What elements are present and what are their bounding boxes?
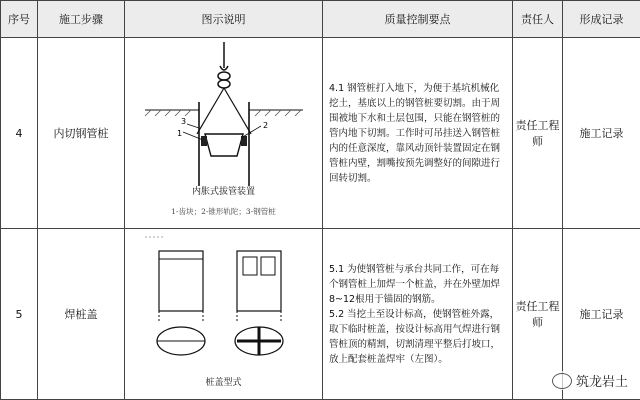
header-figure: 图示说明 bbox=[125, 1, 323, 38]
figure-caption: 内胀式拔管装置 bbox=[191, 187, 255, 197]
quality-text: 5.2 当挖土至设计标高，使钢管桩外露，取下临时桩盖，按设计标高用气焊进行钢管桩顶的精割，切割清理平整后打坡口，放上配套桩盖焊牢（左图）。 bbox=[329, 308, 501, 365]
row-quality bbox=[323, 38, 513, 229]
header-step: 施工步骤 bbox=[38, 1, 125, 38]
row-record: 施工记录 bbox=[563, 229, 640, 400]
row-person: 责任工程师 bbox=[513, 38, 563, 229]
callout-3: 3 bbox=[181, 117, 187, 126]
wechat-icon bbox=[552, 373, 572, 389]
callout-2: 2 bbox=[263, 121, 269, 130]
row-seq: 5 bbox=[1, 229, 38, 400]
header-seq: 序号 bbox=[1, 1, 38, 38]
table-row bbox=[1, 38, 640, 229]
watermark-text: 筑龙岩土 bbox=[575, 375, 628, 390]
watermark bbox=[552, 371, 628, 390]
header-quality: 质量控制要点 bbox=[323, 1, 513, 38]
pipe-cutting-diagram bbox=[125, 38, 323, 188]
table-row bbox=[1, 229, 640, 400]
quality-text: 4.1 钢管桩打入地下，为便于基坑机械化挖土，基底以上的钢管桩要切割。由于周围被地下水和土层包围，只能在钢管桩的管内地下切割。工作时可吊挂送入钢管桩内的任意深度，靠风动顶针装置固定在钢管桩内壁，割嘴按预先调整好的间隙进行回转切割。 bbox=[329, 82, 501, 184]
row-seq: 4 bbox=[1, 38, 38, 229]
quality-text: 5.1 为使钢管桩与承台共同工作，可在每个钢管桩上加焊一个桩盖，并在外壁加焊8~12根用于锚固的钢筋。 bbox=[329, 263, 501, 305]
row-quality bbox=[323, 229, 513, 400]
callout-1: 1 bbox=[177, 129, 183, 138]
header-person: 责任人 bbox=[513, 1, 563, 38]
header-row bbox=[1, 1, 640, 38]
row-step: 内切钢管桩 bbox=[38, 38, 125, 229]
figure-legend: 1-齿块；2-锥形轨陀；3-钢管桩 bbox=[171, 207, 276, 216]
pile-cap-diagram bbox=[125, 229, 323, 369]
row-person: 责任工程师 bbox=[513, 229, 563, 400]
row-step: 焊桩盖 bbox=[38, 229, 125, 400]
header-record: 形成记录 bbox=[563, 1, 640, 38]
figure-caption: 桩盖型式 bbox=[205, 378, 242, 388]
row-figure bbox=[125, 38, 323, 229]
row-record: 施工记录 bbox=[563, 38, 640, 229]
row-figure bbox=[125, 229, 323, 400]
